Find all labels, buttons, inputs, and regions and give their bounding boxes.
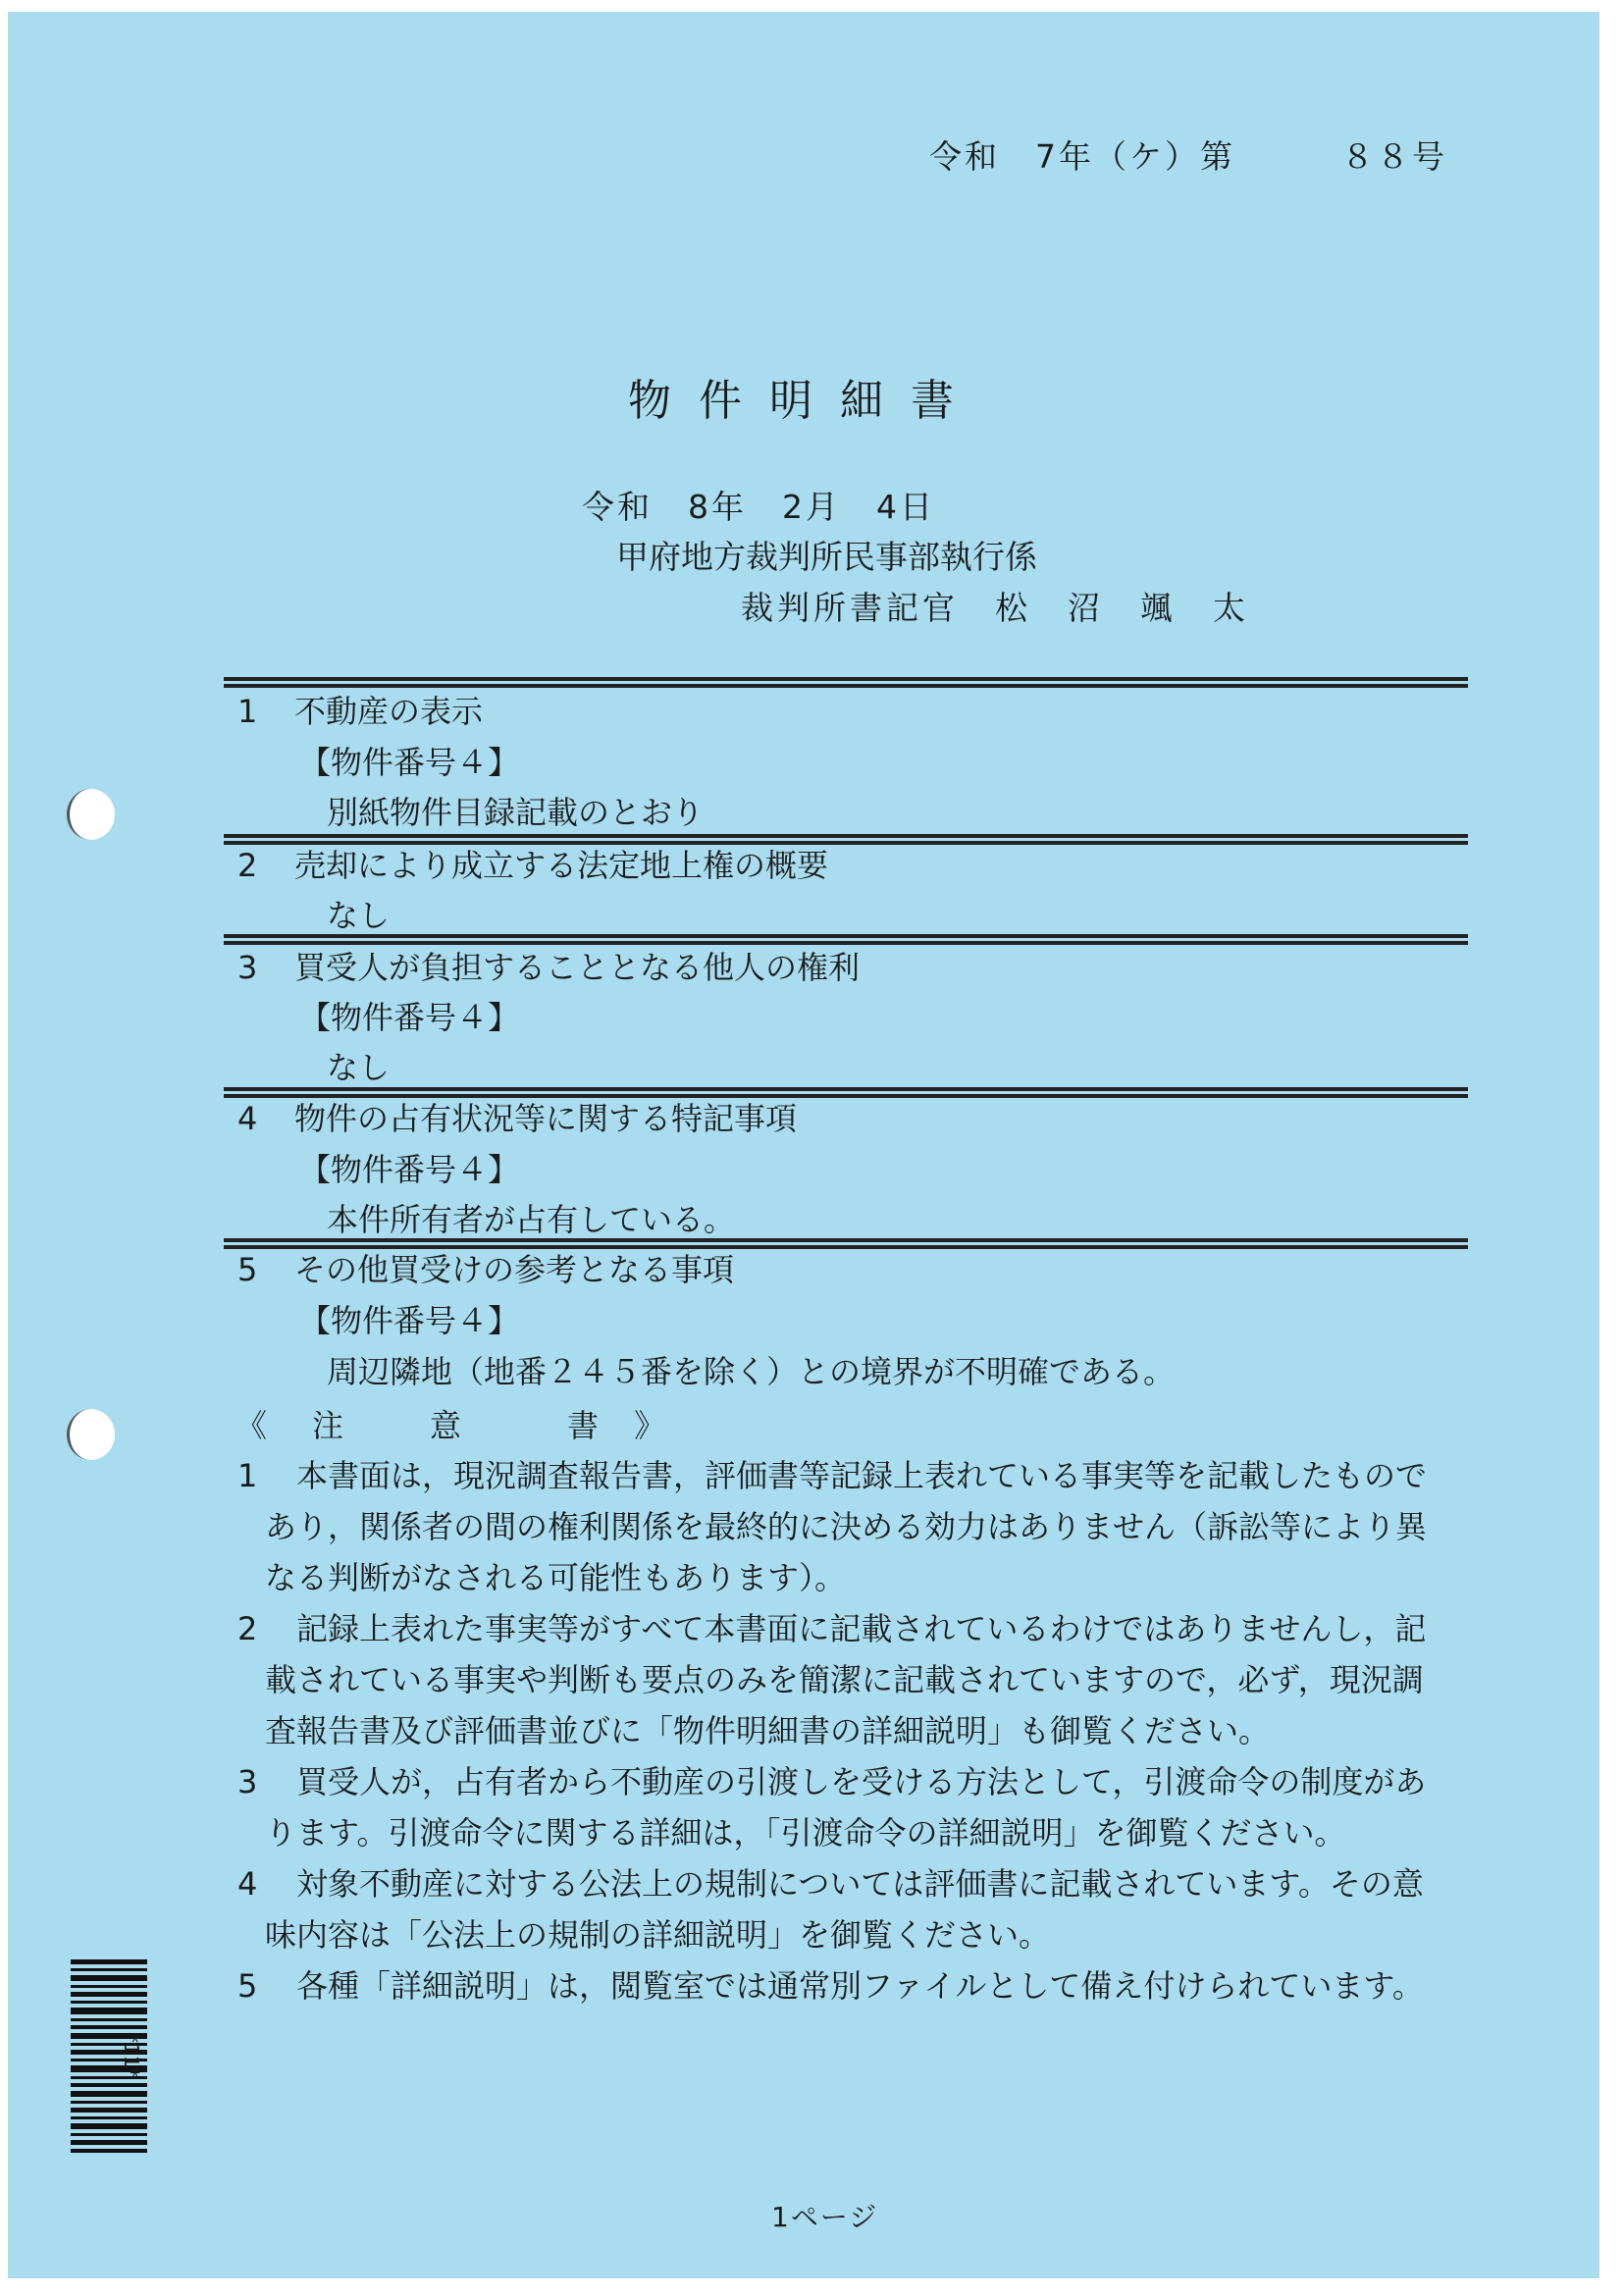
property-label: 【物件番号４】 — [299, 999, 520, 1036]
section-title: その他買受けの参考となる事項 — [294, 1251, 735, 1288]
section-heading — [237, 1099, 797, 1138]
note-item — [237, 1858, 1444, 1960]
section-number: 4 — [237, 1100, 258, 1137]
note-line: 味内容は「公法上の規制の詳細説明」を御覧ください。 — [265, 1916, 1051, 1954]
punch-hole — [67, 789, 115, 840]
note-line: 各種「詳細説明」は，閲覧室では通常別ファイルとして備え付けられています。 — [296, 1967, 1424, 2005]
section-divider — [224, 1238, 1468, 1250]
issue-date: 令和 8年 2月 4日 — [582, 488, 935, 526]
property-label: 【物件番号４】 — [299, 1302, 520, 1339]
notes-bracket-close: 》 — [634, 1407, 672, 1444]
issuer-office: 甲府地方裁判所民事部執行係 — [616, 538, 1037, 576]
case-number: 令和 7年（ケ）第 ８８号 — [929, 137, 1447, 176]
notes-heading — [236, 1401, 671, 1446]
section-number: 3 — [237, 949, 258, 986]
note-number: 4 — [237, 1865, 258, 1903]
note-item — [237, 1960, 1444, 2011]
note-number: 3 — [237, 1763, 258, 1800]
note-line: 載されている事実や判断も要点のみを簡潔に記載されていますので，必ず，現況調 — [265, 1661, 1424, 1698]
section-number: 1 — [237, 693, 258, 730]
note-item — [237, 1603, 1444, 1756]
note-item — [237, 1756, 1444, 1858]
document-title: 物件明細書 — [628, 376, 981, 426]
section-content: 本件所有者が占有している。 — [327, 1201, 736, 1238]
note-line: ります。引渡命令に関する詳細は，「引渡命令の詳細説明」を御覧ください。 — [265, 1814, 1346, 1852]
property-label: 【物件番号４】 — [299, 744, 520, 781]
section-content: なし — [327, 1049, 391, 1086]
section-title: 物件の占有状況等に関する特記事項 — [294, 1100, 798, 1137]
page-number: 1ページ — [771, 2201, 879, 2233]
section-divider — [224, 834, 1468, 846]
notes-heading-char: 意 — [430, 1407, 468, 1444]
note-line: あり，関係者の間の権利関係を最終的に決める効力はありません（訴訟等により異 — [265, 1508, 1428, 1545]
section-heading — [237, 692, 483, 731]
section-content: なし — [327, 897, 391, 934]
punch-hole — [67, 1409, 115, 1460]
note-item — [237, 1450, 1444, 1603]
notes-heading-char: 書 — [567, 1407, 605, 1444]
section-heading — [237, 846, 828, 885]
section-title: 買受人が負担することとなる他人の権利 — [294, 949, 861, 986]
notes-bracket-open: 《 — [236, 1407, 274, 1444]
section-number: 2 — [237, 847, 258, 884]
section-content: 周辺隣地（地番２４５番を除く）との境界が不明確である。 — [327, 1353, 1176, 1390]
section-content: 別紙物件目録記載のとおり — [327, 794, 705, 831]
note-number: 1 — [237, 1457, 258, 1494]
note-number: 5 — [237, 1967, 258, 2005]
section-heading — [237, 1250, 734, 1289]
section-title: 不動産の表示 — [294, 693, 484, 730]
note-line: 対象不動産に対する公法上の規制については評価書に記載されています。その意 — [296, 1865, 1424, 1903]
section-divider — [224, 934, 1468, 946]
note-line: 査報告書及び評価書並びに「物件明細書の詳細説明」も御覧ください。 — [265, 1712, 1271, 1749]
notes-heading-char: 注 — [312, 1407, 350, 1444]
note-line: なる判断がなされる可能性もあります）。 — [265, 1559, 847, 1596]
issuer-clerk: 裁判所書記官 松 沼 颯 太 — [741, 589, 1249, 627]
barcode-text: *11* — [120, 2033, 143, 2078]
section-divider — [224, 1087, 1468, 1099]
note-number: 2 — [237, 1610, 258, 1647]
property-label: 【物件番号４】 — [299, 1151, 520, 1188]
section-number: 5 — [237, 1251, 258, 1288]
section-title: 売却により成立する法定地上権の概要 — [294, 847, 829, 884]
section-divider — [224, 677, 1468, 689]
note-line: 本書面は，現況調査報告書，評価書等記録上表れている事実等を記載したもので — [296, 1457, 1428, 1494]
note-line: 記録上表れた事実等がすべて本書面に記載されているわけではありませんし，記 — [296, 1610, 1427, 1647]
section-heading — [237, 948, 860, 987]
note-line: 買受人が，占有者から不動産の引渡しを受ける方法として，引渡命令の制度があ — [296, 1763, 1427, 1800]
